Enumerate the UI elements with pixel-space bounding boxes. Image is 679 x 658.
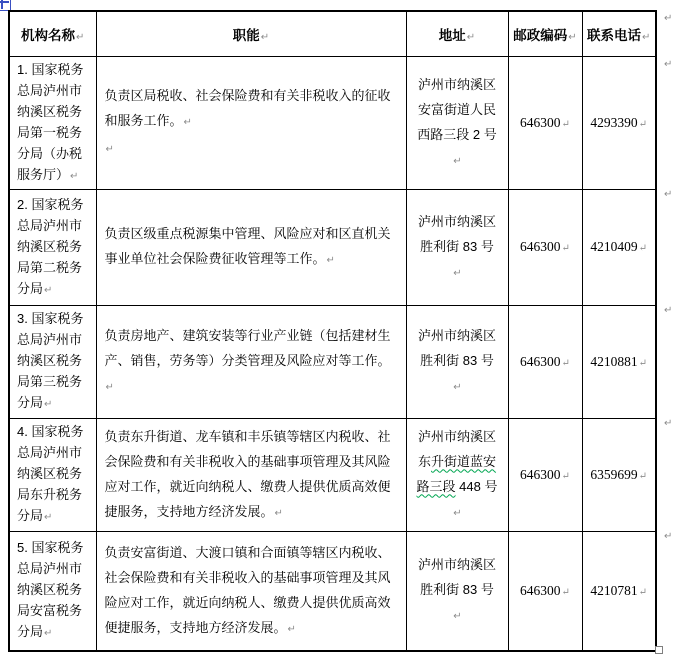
paragraph-mark-icon: ↵ bbox=[44, 399, 53, 410]
duty-text: 负责安富街道、大渡口镇和合面镇等辖区内税收、社会保险费和有关非税收入的基础事项管理及其风险应对工作，就近向纳税人、缴费人提供优质高效便捷服务，支持地方经济发展。 bbox=[104, 544, 391, 635]
paragraph-mark-icon: ↵ bbox=[638, 357, 648, 369]
cell-org-name-5[interactable] bbox=[9, 531, 96, 651]
cell-duty-5[interactable] bbox=[96, 531, 406, 651]
cell-postal-1[interactable] bbox=[508, 56, 582, 189]
duty-text: 负责东升街道、龙车镇和丰乐镇等辖区内税收、社会保险费和有关非税收入的基础事项管理及其风险应对工作，就近向纳税人、缴费人提供优质高效便捷服务，支持地方经济发展。 bbox=[104, 428, 391, 519]
org-name-text: 2. 国家税务总局泸州市纳溪区税务局第二税务分局 bbox=[17, 196, 84, 296]
table-row bbox=[9, 418, 656, 531]
org-name-text: 4. 国家税务总局泸州市纳溪区税务局东升税务分局 bbox=[17, 424, 84, 523]
postal-text: 646300 bbox=[520, 466, 561, 482]
postal-text: 646300 bbox=[520, 114, 561, 130]
cell-phone-1[interactable] bbox=[582, 56, 656, 189]
org-directory-table bbox=[8, 10, 657, 652]
org-name-text: 1. 国家税务总局泸州市纳溪区税务局第一税务分局（办税服务厅） bbox=[17, 61, 84, 182]
phone-text: 4210881 bbox=[590, 353, 638, 369]
cell-postal-5[interactable] bbox=[508, 531, 582, 651]
address-text: 泸州市纳溪区胜利街 83 号 bbox=[417, 328, 496, 368]
table-row bbox=[9, 189, 656, 305]
cell-duty-4[interactable] bbox=[96, 418, 406, 531]
cell-address-5[interactable] bbox=[406, 531, 508, 651]
header-label-phone: 联系电话 bbox=[587, 27, 642, 43]
header-label-org-name: 机构名称 bbox=[21, 27, 76, 43]
address-text: 泸州市纳溪区安富街道人民西路三段 2 号 bbox=[417, 76, 497, 142]
paragraph-mark-icon: ↵ bbox=[70, 170, 79, 182]
paragraph-mark-icon: ↵ bbox=[453, 155, 462, 167]
table-row bbox=[9, 305, 656, 418]
org-name-text: 3. 国家税务总局泸州市纳溪区税务局第三税务分局 bbox=[17, 311, 84, 410]
header-cell-duty[interactable] bbox=[96, 11, 406, 56]
phone-text: 4210409 bbox=[590, 239, 638, 254]
paragraph-mark-icon: ↵ bbox=[453, 611, 462, 623]
paragraph-mark-icon: ↵ bbox=[561, 243, 570, 254]
paragraph-mark-icon: ↵ bbox=[44, 512, 53, 523]
cell-phone-5[interactable] bbox=[582, 531, 656, 651]
paragraph-mark-icon: ↵ bbox=[638, 243, 648, 254]
cell-postal-2[interactable] bbox=[508, 189, 582, 305]
paragraph-mark-icon: ↵ bbox=[638, 470, 648, 482]
duty-text: 负责区局税收、社会保险费和有关非税收入的征收和服务工作。 bbox=[104, 88, 391, 128]
cell-address-4[interactable] bbox=[406, 418, 508, 531]
paragraph-mark-icon: ↵ bbox=[287, 623, 296, 635]
paragraph-mark-icon: ↵ bbox=[561, 118, 570, 130]
address-text-post: 448 号 bbox=[455, 478, 498, 494]
cell-address-3[interactable] bbox=[406, 305, 508, 418]
phone-text: 6359699 bbox=[590, 466, 638, 482]
row-end-paragraph-mark-icon: ↵ bbox=[664, 531, 673, 542]
paragraph-mark-icon: ↵ bbox=[105, 144, 114, 155]
paragraph-mark-icon: ↵ bbox=[260, 31, 270, 43]
table-row bbox=[9, 531, 656, 651]
cell-phone-2[interactable] bbox=[582, 189, 656, 305]
table-resize-handle[interactable] bbox=[655, 646, 663, 654]
postal-text: 646300 bbox=[520, 582, 561, 598]
cell-address-2[interactable] bbox=[406, 189, 508, 305]
cell-address-1[interactable] bbox=[406, 56, 508, 189]
duty-paragraph bbox=[105, 83, 398, 135]
header-cell-address[interactable] bbox=[406, 11, 508, 56]
cell-org-name-2[interactable] bbox=[9, 189, 96, 305]
cell-org-name-1[interactable] bbox=[9, 56, 96, 189]
row-end-paragraph-mark-icon: ↵ bbox=[664, 13, 673, 24]
postal-text: 646300 bbox=[520, 353, 561, 369]
address-text-pre: 泸州市纳溪区东 bbox=[417, 428, 496, 469]
row-end-paragraph-mark-icon: ↵ bbox=[664, 305, 673, 316]
cell-org-name-3[interactable] bbox=[9, 305, 96, 418]
paragraph-mark-icon: ↵ bbox=[44, 284, 53, 296]
postal-text: 646300 bbox=[520, 239, 561, 254]
paragraph-mark-icon: ↵ bbox=[561, 357, 570, 369]
paragraph-mark-icon: ↵ bbox=[274, 507, 283, 519]
paragraph-mark-icon: ↵ bbox=[638, 586, 648, 598]
cell-duty-2[interactable] bbox=[96, 189, 406, 305]
cell-postal-3[interactable] bbox=[508, 305, 582, 418]
paragraph-mark-icon: ↵ bbox=[453, 382, 462, 393]
header-cell-postal[interactable] bbox=[508, 11, 582, 56]
paragraph-mark-icon: ↵ bbox=[642, 31, 651, 43]
paragraph-mark-icon: ↵ bbox=[568, 31, 577, 43]
header-label-postal: 邮政编码 bbox=[513, 27, 568, 43]
row-end-paragraph-mark-icon: ↵ bbox=[664, 418, 673, 429]
paragraph-mark-icon: ↵ bbox=[44, 628, 53, 640]
org-name-text: 5. 国家税务总局泸州市纳溪区税务局安富税务分局 bbox=[17, 540, 84, 640]
row-end-paragraph-mark-icon: ↵ bbox=[664, 59, 673, 70]
address-text-spellcheck: 升街道蓝安路三段 bbox=[416, 453, 497, 494]
table-row bbox=[9, 56, 656, 189]
header-label-duty: 职能 bbox=[232, 27, 260, 43]
duty-text: 负责区级重点税源集中管理、风险应对和区直机关事业单位社会保险费征收管理等工作。 bbox=[104, 226, 391, 266]
cell-duty-3[interactable] bbox=[96, 305, 406, 418]
cell-duty-1[interactable] bbox=[96, 56, 406, 189]
duty-text: 负责房地产、建筑安装等行业产业链（包括建材生产、销售，劳务等）分类管理及风险应对等工作。 bbox=[104, 328, 391, 368]
header-cell-phone[interactable] bbox=[582, 11, 656, 56]
header-row bbox=[9, 11, 656, 56]
row-end-paragraph-mark-icon: ↵ bbox=[664, 189, 673, 200]
paragraph-mark-icon: ↵ bbox=[183, 117, 192, 128]
header-cell-org-name[interactable] bbox=[9, 11, 96, 56]
paragraph-mark-icon: ↵ bbox=[561, 586, 570, 598]
paragraph-mark-icon: ↵ bbox=[453, 507, 462, 519]
address-text: 泸州市纳溪区胜利街 83 号 bbox=[417, 557, 496, 598]
empty-paragraph bbox=[105, 135, 398, 162]
paragraph-mark-icon: ↵ bbox=[638, 118, 648, 130]
address-text: 泸州市纳溪区胜利街 83 号 bbox=[417, 213, 496, 254]
phone-text: 4293390 bbox=[590, 114, 638, 130]
paragraph-mark-icon: ↵ bbox=[466, 31, 476, 43]
paragraph-mark-icon: ↵ bbox=[561, 470, 570, 482]
paragraph-mark-icon: ↵ bbox=[105, 382, 114, 393]
paragraph-mark-icon: ↵ bbox=[326, 255, 335, 266]
header-label-address: 地址 bbox=[438, 27, 466, 43]
cell-phone-3[interactable] bbox=[582, 305, 656, 418]
cell-phone-4[interactable] bbox=[582, 418, 656, 531]
cell-org-name-4[interactable] bbox=[9, 418, 96, 531]
paragraph-mark-icon: ↵ bbox=[76, 31, 85, 43]
cell-postal-4[interactable] bbox=[508, 418, 582, 531]
phone-text: 4210781 bbox=[590, 582, 638, 598]
paragraph-mark-icon: ↵ bbox=[453, 267, 462, 279]
